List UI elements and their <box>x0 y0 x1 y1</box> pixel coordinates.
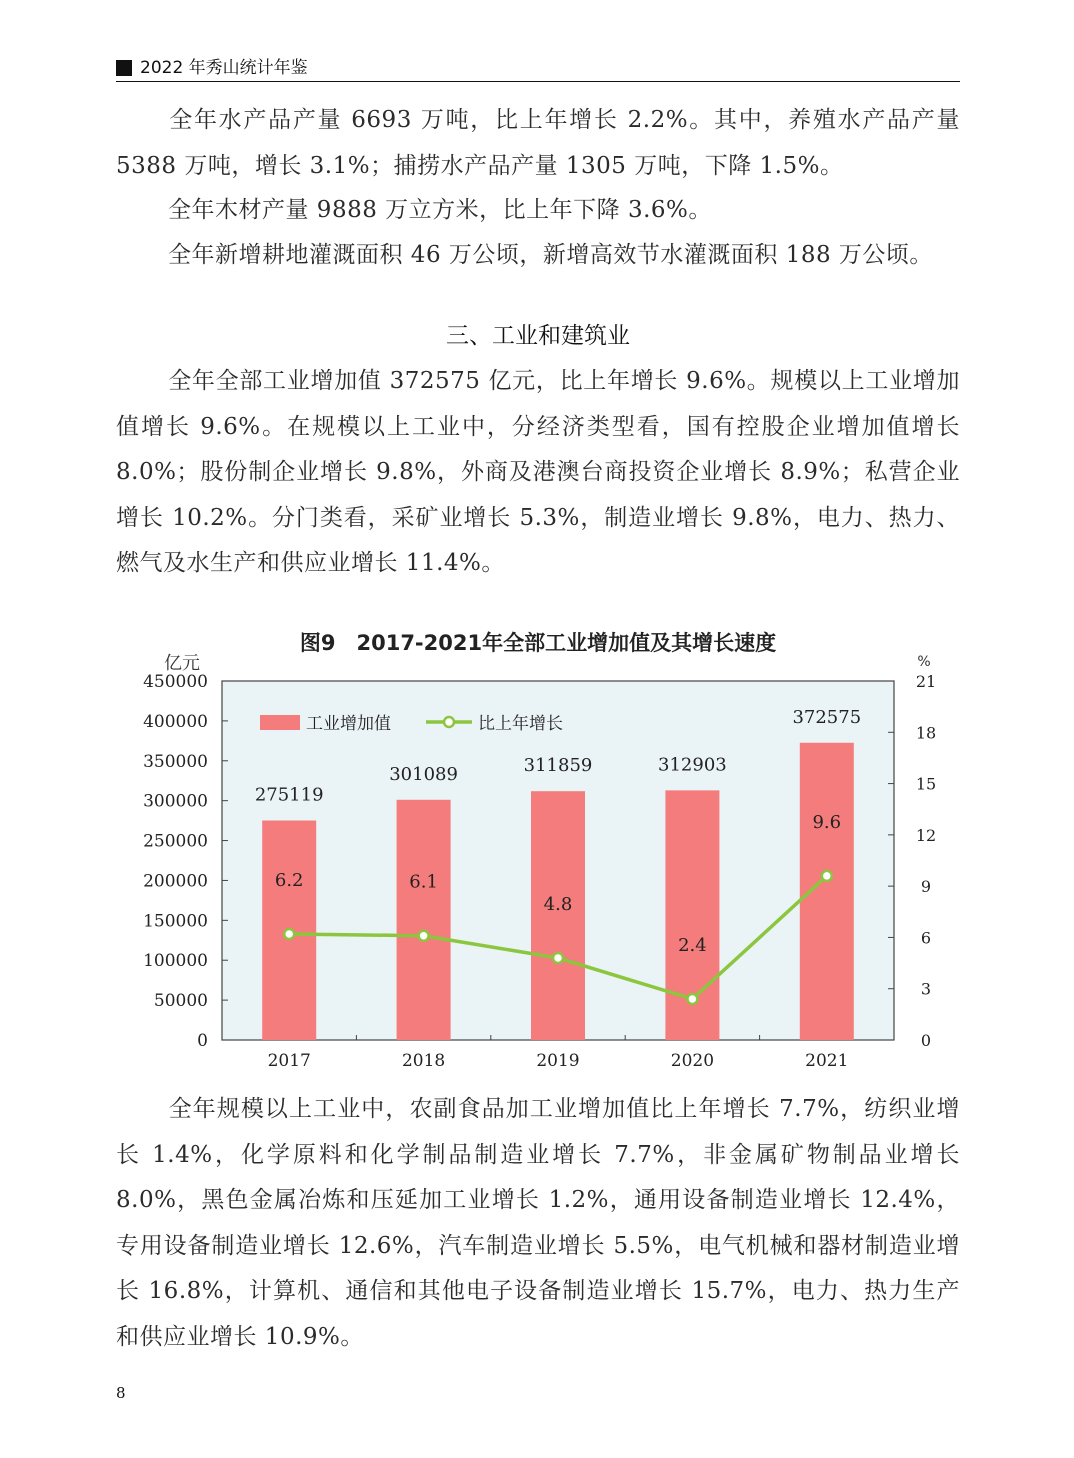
y-axis-unit-label: 亿元 <box>164 653 200 674</box>
bar-value-label: 372575 <box>792 706 862 728</box>
y2-tick-label: 0 <box>920 1031 932 1050</box>
x-tick-label: 2019 <box>536 1051 580 1071</box>
paragraph-manufacturing-text: 全年规模以上工业中，农副食品加工业增加值比上年增长 7.7%，纺织业增长 1.4%，化学原料和化学制品制造业增长 7.7%，非金属矿物制品业增长 8.0%，黑色金属冶炼和压延加工业增长 1.2%，通用设备制造业增长 12.4%，专用设备制造业增长 12.6%，汽车制造业增长 5.5%，电气机械和器材制造业增长 16.8%，计算机、通信和其他电子设备制造业增长 15.7%，电力、热力生产和供应业增长 10.9%。 <box>116 1096 960 1350</box>
y-tick-label: 150000 <box>143 911 208 932</box>
bar <box>397 800 451 1040</box>
x-tick-label: 2020 <box>670 1051 715 1071</box>
legend-line-label: 比上年增长 <box>478 714 563 734</box>
y-tick-label: 250000 <box>143 831 208 852</box>
y-tick-label: 450000 <box>143 672 208 692</box>
paragraph-industry-text: 全年全部工业增加值 372575 亿元，比上年增长 9.6%。规模以上工业增加值增长 9.6%。在规模以上工业中，分经济类型看，国有控股企业增加值增长 8.0%；股份制企业增长 9.8%，外商及港澳台商投资企业增长 8.9%；私营企业增长 10.2%。分门类看，采矿业增长 5.3%，制造业增长 9.8%，电力、热力、燃气及水生产和供应业增长 11.4%。 <box>116 368 960 576</box>
paragraph-industry <box>116 359 960 587</box>
bar <box>531 791 585 1040</box>
page-number: 8 <box>116 1384 126 1402</box>
x-tick-label: 2017 <box>267 1051 311 1071</box>
bar-value-label: 301089 <box>389 763 458 785</box>
paragraph-aquatic-text: 全年水产品产量 6693 万吨，比上年增长 2.2%。其中，养殖水产品产量 5388 万吨，增长 3.1%；捕捞水产品产量 1305 万吨，下降 1.5%。 <box>116 107 960 179</box>
growth-point <box>822 871 832 881</box>
chart-title: 图9 2017-2021年全部工业增加值及其增长速度 <box>299 631 777 655</box>
growth-value-label: 6.1 <box>409 871 438 893</box>
growth-point <box>553 953 563 963</box>
y-tick-label: 0 <box>197 1031 208 1051</box>
y2-tick-label: 6 <box>920 928 932 948</box>
growth-value-label: 4.8 <box>543 893 573 915</box>
header-square-icon <box>116 60 132 76</box>
chart-svg <box>116 618 960 1084</box>
y-tick-label: 400000 <box>143 711 208 732</box>
bar-value-label: 275119 <box>254 784 324 806</box>
growth-point <box>284 929 294 939</box>
y2-tick-label: 15 <box>915 774 937 794</box>
paragraph-manufacturing <box>116 1087 960 1360</box>
paragraph-irrigation <box>116 233 960 279</box>
y2-tick-label: 21 <box>915 672 937 691</box>
y-tick-label: 350000 <box>143 751 208 772</box>
paragraph-aquatic <box>116 98 960 189</box>
paragraph-timber <box>116 188 960 234</box>
y-tick-label: 200000 <box>143 871 208 892</box>
y-tick-label: 100000 <box>143 951 208 972</box>
running-header <box>116 56 960 82</box>
legend-line-marker <box>444 717 454 727</box>
bar-value-label: 311859 <box>523 755 593 777</box>
y2-tick-label: 18 <box>915 723 937 743</box>
section-title: 三、工业和建筑业 <box>446 323 630 349</box>
y2-tick-label: 12 <box>915 825 937 845</box>
growth-point <box>687 994 697 1004</box>
legend-bar-swatch <box>260 715 300 730</box>
y-tick-label: 50000 <box>153 991 208 1012</box>
growth-value-label: 9.6 <box>812 811 842 833</box>
x-tick-label: 2021 <box>805 1051 849 1071</box>
paragraph-timber-text: 全年木材产量 9888 万立方米，比上年下降 3.6%。 <box>168 197 712 223</box>
y2-axis-unit-label: % <box>917 654 931 670</box>
header-rule <box>116 81 960 82</box>
y-tick-label: 300000 <box>143 791 208 812</box>
y2-tick-label: 3 <box>920 979 932 999</box>
bar-value-label: 312903 <box>658 754 727 776</box>
growth-value-label: 2.4 <box>678 934 707 956</box>
y2-tick-label: 9 <box>920 877 932 897</box>
legend-bar-label: 工业增加值 <box>306 714 391 734</box>
industry-chart <box>116 618 960 1084</box>
header-title: 2022 年秀山统计年鉴 <box>140 58 308 78</box>
growth-point <box>419 931 429 941</box>
growth-value-label: 6.2 <box>274 870 304 892</box>
x-tick-label: 2018 <box>401 1051 446 1071</box>
paragraph-irrigation-text: 全年新增耕地灌溉面积 46 万公顷，新增高效节水灌溉面积 188 万公顷。 <box>168 242 933 268</box>
